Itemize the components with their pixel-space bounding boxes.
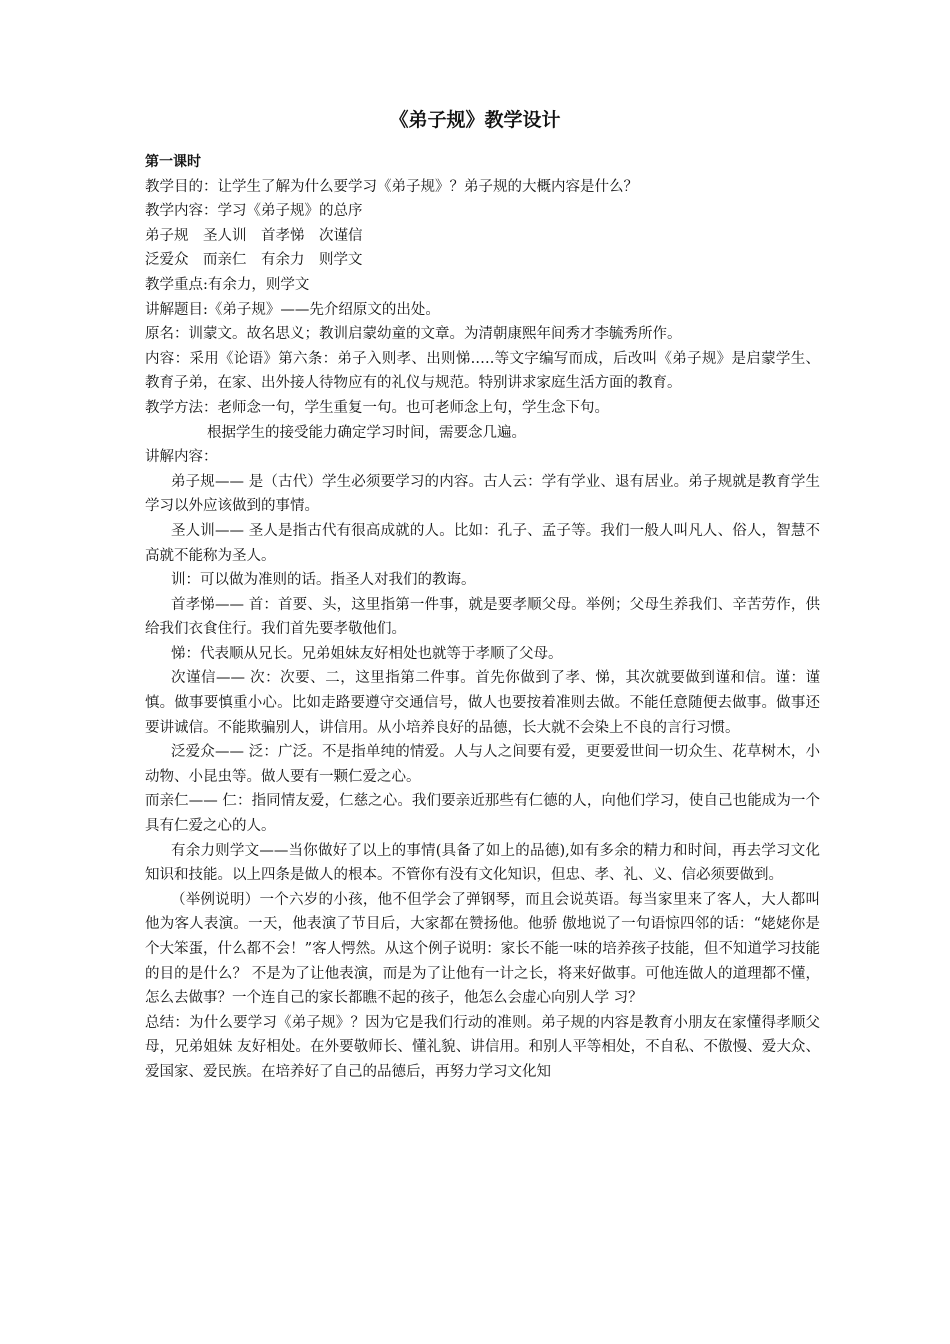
document-body (145, 150, 820, 1085)
explain-erqinren: 而亲仁—— 仁：指同情友爱，仁慈之心。我们要亲近那些有仁德的人，向他们学习，使自己也能成为一个具有仁爱之心的人。 (145, 793, 820, 835)
lesson-heading: 第一课时 (145, 154, 201, 170)
explanation-heading: 讲解内容： (145, 449, 218, 466)
title-explanation: 讲解题目:《弟子规》——先介绍原文的出处。 (145, 301, 440, 318)
teaching-method: 教学方法：老师念一句，学生重复一句。也可老师念上句，学生念下句。 (145, 399, 609, 416)
teaching-focus: 教学重点:有余力，则学文 (145, 276, 310, 293)
document-title: 《弟子规》教学设计 (389, 109, 561, 131)
teaching-method-note: 根据学生的接受能力确定学习时间，需要念几遍。 (207, 424, 526, 441)
explain-fanaizhong: 泛爱众—— 泛：广泛。不是指单纯的情爱。人与人之间要有爱，更要爱世间一切众生、花草树木，小动物、小昆虫等。做人要有一颗仁爱之心。 (145, 744, 820, 785)
teaching-goal: 教学目的：让学生了解为什么要学习《弟子规》？弟子规的大概内容是什么？ (145, 178, 638, 195)
explain-youyuli: 有余力则学文——当你做好了以上的事情(具备了如上的品德),如有多余的精力和时间，再去学习文化知识和技能。以上四条是做人的根本。不管你有没有文化知识，但忠、孝、礼、义、信必须要做到。 (145, 842, 820, 884)
summary-paragraph: 总结：为什么要学习《弟子规》？因为它是我们行动的准则。弟子规的内容是教育小朋友在家懂得孝顺父母，兄弟姐妹 友好相处。在外要敬师长、懂礼貌、讲信用。和别人平等相处，不自私、不傲慢、爱大众、爱国家、爱民族。在培养好了自己的品德后，再努力学习文化知 (145, 1014, 820, 1080)
explain-ti: 悌：代表顺从兄长。兄弟姐妹友好相处也就等于孝顺了父母。 (171, 645, 563, 662)
example-paragraph: （举例说明）一个六岁的小孩，他不但学会了弹钢琴，而且会说英语。每当家里来了客人，大人都叫他为客人表演。一天，他表演了节目后，大家都在赞扬他。他骄 傲地说了一句语惊四邻的话：“姥姥你是个大笨蛋，什么都不会！”客人愕然。从这个例子说明：家长不能一味的培养孩子技能，但不知道学习技能的目的是什么？ 不是为了让他表演，而是为了让他有一计之长，将来好做事。可他连做人的道理都不懂，怎么去做事？一个连自己的家长都瞧不起的孩子，他怎么会虚心向别人学 习？ (145, 891, 820, 1007)
teaching-content: 教学内容：学习《弟子规》的总序 (145, 203, 363, 220)
explain-shengrenxun: 圣人训—— 圣人是指古代有很高成就的人。比如：孔子、孟子等。我们一般人叫凡人、俗人，智慧不高就不能称为圣人。 (145, 522, 820, 564)
verse-line-1: 弟子规 圣人训 首孝悌 次谨信 (145, 227, 363, 244)
explain-dizigui: 弟子规—— 是（古代）学生必须要学习的内容。古人云：学有学业、退有居业。弟子规就是教育学生学习以外应该做到的事情。 (145, 473, 820, 515)
content-description: 内容：采用《论语》第六条：弟子入则孝、出则悌.….等文字编写而成，后改叫《弟子规》是启蒙学生、教育子弟，在家、出外接人待物应有的礼仪与规范。特别讲求家庭生活方面的教育。 (145, 350, 820, 392)
explain-xun: 训：可以做为准则的话。指圣人对我们的教诲。 (171, 572, 476, 589)
verse-line-2: 泛爱众 而亲仁 有余力 则学文 (145, 252, 363, 269)
explain-shouxiaoti: 首孝悌—— 首：首要、头，这里指第一件事，就是要孝顺父母。举例；父母生养我们、辛苦劳作，供给我们衣食住行。我们首先要孝敬他们。 (145, 596, 820, 638)
explain-cijinxin: 次谨信—— 次：次要、二，这里指第二件事。首先你做到了孝、悌，其次就要做到谨和信。谨：谨慎。做事要慎重小心。比如走路要遵守交通信号，做人也要按着准则去做。不能任意随便去做事。做事还要讲诚信。不能欺骗别人，讲信用。从小培养良好的品德，长大就不会染上不良的言行习惯。 (145, 670, 820, 736)
original-name: 原名：训蒙文。故名思义；教训启蒙幼童的文章。为清朝康熙年间秀才李毓秀所作。 (145, 326, 682, 343)
